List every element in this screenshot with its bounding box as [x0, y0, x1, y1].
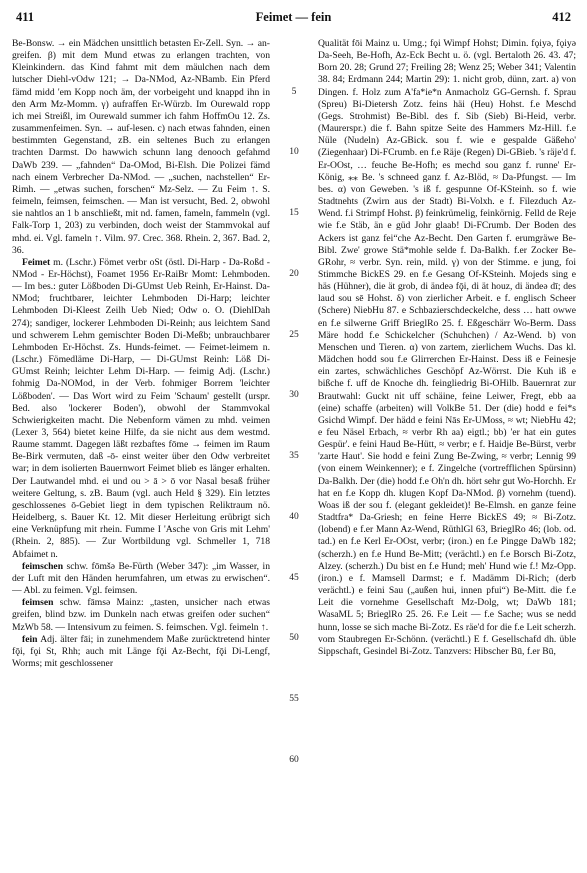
line-number: 10: [289, 147, 299, 158]
dictionary-entry: [12, 634, 270, 670]
line-number: 55: [289, 694, 299, 705]
line-number: 15: [289, 208, 299, 219]
dictionary-entry: [12, 38, 270, 257]
dictionary-entry: [12, 257, 270, 561]
right-column: [318, 38, 576, 863]
line-number: 5: [291, 86, 297, 97]
line-number: 40: [289, 511, 299, 522]
entry-headword: feimschen: [22, 560, 64, 572]
dictionary-entry: [12, 597, 270, 633]
page-number-right: 412: [552, 10, 571, 24]
line-number: 35: [289, 451, 299, 462]
line-number: 50: [289, 633, 299, 644]
entry-text: schw. fōmšə Be-Fürth (Weber 347): „im Wasser, in der Luft mit den Händen herumfahren, um etwas zu erwischen“. — Abl. zu feimen. Vgl. feimsen.: [12, 560, 270, 597]
line-number: 30: [289, 390, 299, 401]
dictionary-entry: [12, 561, 270, 597]
left-column: [12, 38, 270, 863]
page-number-left: 411: [16, 10, 35, 24]
dictionary-entry: [318, 38, 576, 658]
entry-text: Adj. älter fāi; in zunehmendem Maße zurücktretend hinter fǭi, fǫi St, Rhh; auch mit Länge fǭi Az-Becht, fǭi Di-Lengf, Worms; mit geschlossener: [12, 633, 270, 669]
line-number: 25: [289, 329, 299, 340]
running-head: Feimet — fein: [255, 10, 332, 24]
line-number: 20: [289, 268, 299, 279]
line-number: 45: [289, 572, 299, 583]
entry-headword: fein: [22, 633, 38, 645]
entry-text: schw. fāmsə Mainz: „tasten, unsicher nach etwas greifen, blind bzw. im Dunkeln nach etwas greifen oder suchen“ MzWb 58. — Intensivum zu feimen. S. feimschen. Vgl. feimeln ↑.: [12, 597, 270, 633]
page-header: [16, 10, 571, 30]
entry-text: Be-Bonsw. → ein Mädchen unsittlich betasten Er-Zell. Syn. → an-greifen. β) mit dem Mund etwas zu erlangen trachten, von Kleinkindern. das Kind fahmt mit dem mäulchen nach dem lutscher Diehl-vOdw 121; → Da-NMod, Az-NBamb. Ein Pferd fämd midd 'em Kopp noch äm, der vorbeigeht und knappd ihn in den Arm Mz-Momm. γ) aufraffen Er-Würzb. Im Ourewald ropp ich mei Streißl, im Ourewald summer ich fahm HoffmOu 12. Zs. zusammenfeimen. Syn. → auf-lesen. c) nach etwas fahnden, einen bestimmten Gegenstand, zB. ein seltenes Buch zu erlangen trachten Darmst. Do hawwich schunn lang denooch gefahmd DaWb 239. — „fahnden“ Da-OMod, Bi-Elsh. Die Polizei fämd nach einem Verbrecher Da-NMod. — „suchen, nachstellen“ Er-Rimh. — „etwas suchen, forschen“ Mz-Selz. — Zu Feim ↑. S. feimeln, feimsen, feimschen. — Man ist versucht, Bed. 2, obwohl sie nahtlos an 1 b anschließt, mit nd. famen, fameln, fammeln (vgl. Falk-Torp 1, 203) zu verbinden, doch weist der Stammvokal auf mhd. ei. Vgl. fameln ↑. Vilm. 97. Crec. 368. Rhein. 2, 367. Bad. 2, 36.: [12, 38, 270, 256]
entry-headword: feimsen: [22, 597, 54, 609]
entry-text: Qualität fōi Mainz u. Umg.; fǫi Wimpf Hohst; Dimin. fǫiyə, fǫiyə Da-Seeh, Be-Hofh, Az-Eck Becht u. ö. (vgl. Bertaloth 26. 43. 47; Born 20. 28; Grund 27; Freiling 28; Wenz 25; Weber 341; Valentin 38. 84; Erdmann 244; Martin 29): 1. nicht grob, dünn, zart. a) von Dingen. f. Holz zum A'fa*ie*n Anmacholz GG-Gernsh. f. Sprau (Spreu) Bi-Dietersh Zotz. feins häi (Heu) Hohst. f.e Meschd (Gegs. Strohmist) Be-Bibl. des f. Sib (Sieb) Bi-Heid, verbr. (Maurerspr.) die f. Bahn spitze Seite des Hammers Mz-Hill. f.e Nüle (Nudeln) Az-GBick. sou f. wie e gespalde Gäßeho' (Ziegenhaar) Di-FCrumb. en f.e Räje (Regen) Di-GBieb. 's räje'd f. Er-OOst, … feuche Be-Hofh; es mechd sou ganz f. runne' Er-König, ⁎⁎ Be. 's schneed ganz f. Az-Blöd, ≈ Da-Pfungst. — Im bes. α) von Geweben. 's iß f. gespunne Of-KSteinh. so f. wie Stadtnehts (Zwirn aus der Stadt) Bi-Volxh. e f. Filezduch Az-Wend. f.i Strimpf Hohst. β) feinkrümelig, feinkörnig. Felld de Reje wie f.e Stäb, än e güd Johr glaab! Di-FCrumb. Der Boden des Ackers ist ganz fei“che Az-Becht. Den Garten f. erumgräwe Be-Bibl. Zwe' growe Stä*mohle selde f. Da-Balkh. f.er Zocker Be-GRohr, ≈ verbr. Syn. rein, mild. γ) von der Stimme. e jung, foi Stimmche BickES 29. en f.e Gesang Of-KSteinh. Mojeds sing e häs (Hühner), die ät grob, di ändeə fǭi, di ät houz, di ändeə dī; des laud sou sē Hohst. δ) von zierlicher Arbeit. e f. englisch Scheer (Schere) NiebHu 87. e Schbazierschdeckelche, dess … hatt owwe en f.e silwerne Griff BrieglRo 25. f. Eßgeschärr Wo-Berm. Dass Märe hodd f.e Schickelcher (Schuhchen) / Az-Wend. b) von Menschen und Tieren. α) von zartem, zierlichem Wuchs. Das kl. Mädchen hodd sou f.e Glirrerchen Er-Hainst. Dess iß e Feinesje ein zartes, schwächliches Geschöpf Az-Wörrst. Die Kuh iß e bißche f. uff de Knoche dh. feingliedrig Bi-OHilb. Bauernrat zur Brautwahl: Guckt nit uff schäine, feine Leiwer, Fregt, ebb aa (eine) schaffe (arbeiten) will VolkBe 51. Der (die) hodd e fei*s Gsichd Wimpf. Der hädd e feini Nās Er-UMoss, ≈ wt; NiebHu 42; e feu Näsel Erbach, ≈ verbr Rh aa) eigtl.; bb) 'er hat ein gutes Gespür'. e feini Haud Be-Hütt, ≈ verbr; e f. Haidje Be-Bürst, verbr 'zarte Haut'. Sie hodd e feini Zung Be-Zwing, ≈ verbr; Lennig 99 (von einem Weinkenner); e f. Zingelche (vortrefflichen Spürsinn) Da-Balkh. Der (die) hodd f.e Oh'n dh. hört sehr gut Wo-Horchh. Er hat en f.e Kopp dh. klugen Kopf Da-NMod. β) vornehm (tuend). Woas iß der sou f. (elegant gekleidet)! Be-Elmsh. en ganze feine Stadtfra* Da-Griesh; en feine Herre BickES 49; ≈ Bi-Zotz. (lobend) e f.er Mann Az-Wend, RüthlGl 63, BrieglRo 46; (lob. od. tad.) en f.e Kerl Er-OOst, verbr; (iron.) en f.e Pingge DaWb 182; (scherzh.) en f.e Hund Be-Mitt; (verächtl.) en f.e Borsch Bi-Zotz, Alzey. (scherzh.) Du bist en f.e Hund; meh' Hund wie f.! Mz-Opp. (iron.) e f. Mamsell Darmst; e f. Madämm Di-Rich; (derb verächtl.) e feini Sau („außen hui, innen pfui“) Be-Mitt. die f.e Leit die vornehme Gesellschaft Mz-Dolg, wt; DaWb 181; WasaML 5; BrieglRo 25. 26. F.e Leit — f.e Sache; wus se nedd hunn, losse se sich mache Bi-Zotz. Es räe'd for die f.e Leit scherzh. vom Staubregen Er-Schönn. (verächtl.) E f. Gesellschafd dh. üble Sippschaft, Gesindel Bi-Zotz. Tanzvers: Hibscher Bū, f.er Bū,: [318, 38, 576, 657]
entry-headword: Feimet: [22, 256, 51, 268]
entry-text: m. (Lschr.) Fömet verbr oSt (östl. Di-Harp - Da-Roßd - NMod - Er-Höchst), Foamet 1956 Er-RaiBr Momt: Lehmboden. — Im bes.: guter Lößboden Di-GUmst Ueb Reinh, Er-Hainst. Da-NMod; fruchtbarer, leichter Lehmboden Di-Harp; leichter Lehmboden Di-Kleest Zeilh Ueb Nied; Odw o. O. (DiehlDah 274); sandiger, lockerer Lehmboden Di-Reinh; aus leichtem Sand und schwerem Lehm gemischter Boden Di-Meßb; unbrauchbarer Lehmboden Er-Höchst. Zs. Hunds-feimet. — Feimet-leimem n. (Lschr.) Fömedläme Di-Harp, — Di-GUmst Reinh: Löß Di-GUmst Reinh; leichter Lehm Di-Harp. — feimig Adj. (Lschr.) fohmig Da-NOMod, in der Verb. fohmiger Borrem 'leichter Lößboden'. — Das Wort wird zu Feim 'Schaum' gestellt (urspr. Bed. also 'lockerer Boden'), obwohl der Stammvokal Schwierigkeiten macht. Die Nebenform vämen zu mhd. veimen (Lexer 3, 564) bietet keine Hilfe, da sie nicht aus dem westmd. Raume stammt. Dagegen läßt rezbaftes fōme → feimen im Raum Be-Birk vermuten, daß -ō- einst weiter über den Odw verbreitet war; in dem isolierten Bauernwort Feimet blieb es länger erhalten. Der Lautwandel mhd. ei und ou > ā > ō vor Nasal besaß früher weitere Geltung, s. zB. Baum (vgl. auch Held § 329). Ein letztes geschlossenes ō-Gebiet liegt in dem typischen Reliktraum nö. Heidelberg, s. Bauer Kt. 12. Mit dieser Herleitung erübrigt sich eine Verknüpfung mit rhein. Fumme I 'Asche von Gris mit Lehm' (Rhein. 2, 885). — Zur Wortbildung vgl. Schmeller 1, 718 Abfaimet n.: [12, 256, 270, 560]
line-number: 60: [289, 754, 299, 765]
